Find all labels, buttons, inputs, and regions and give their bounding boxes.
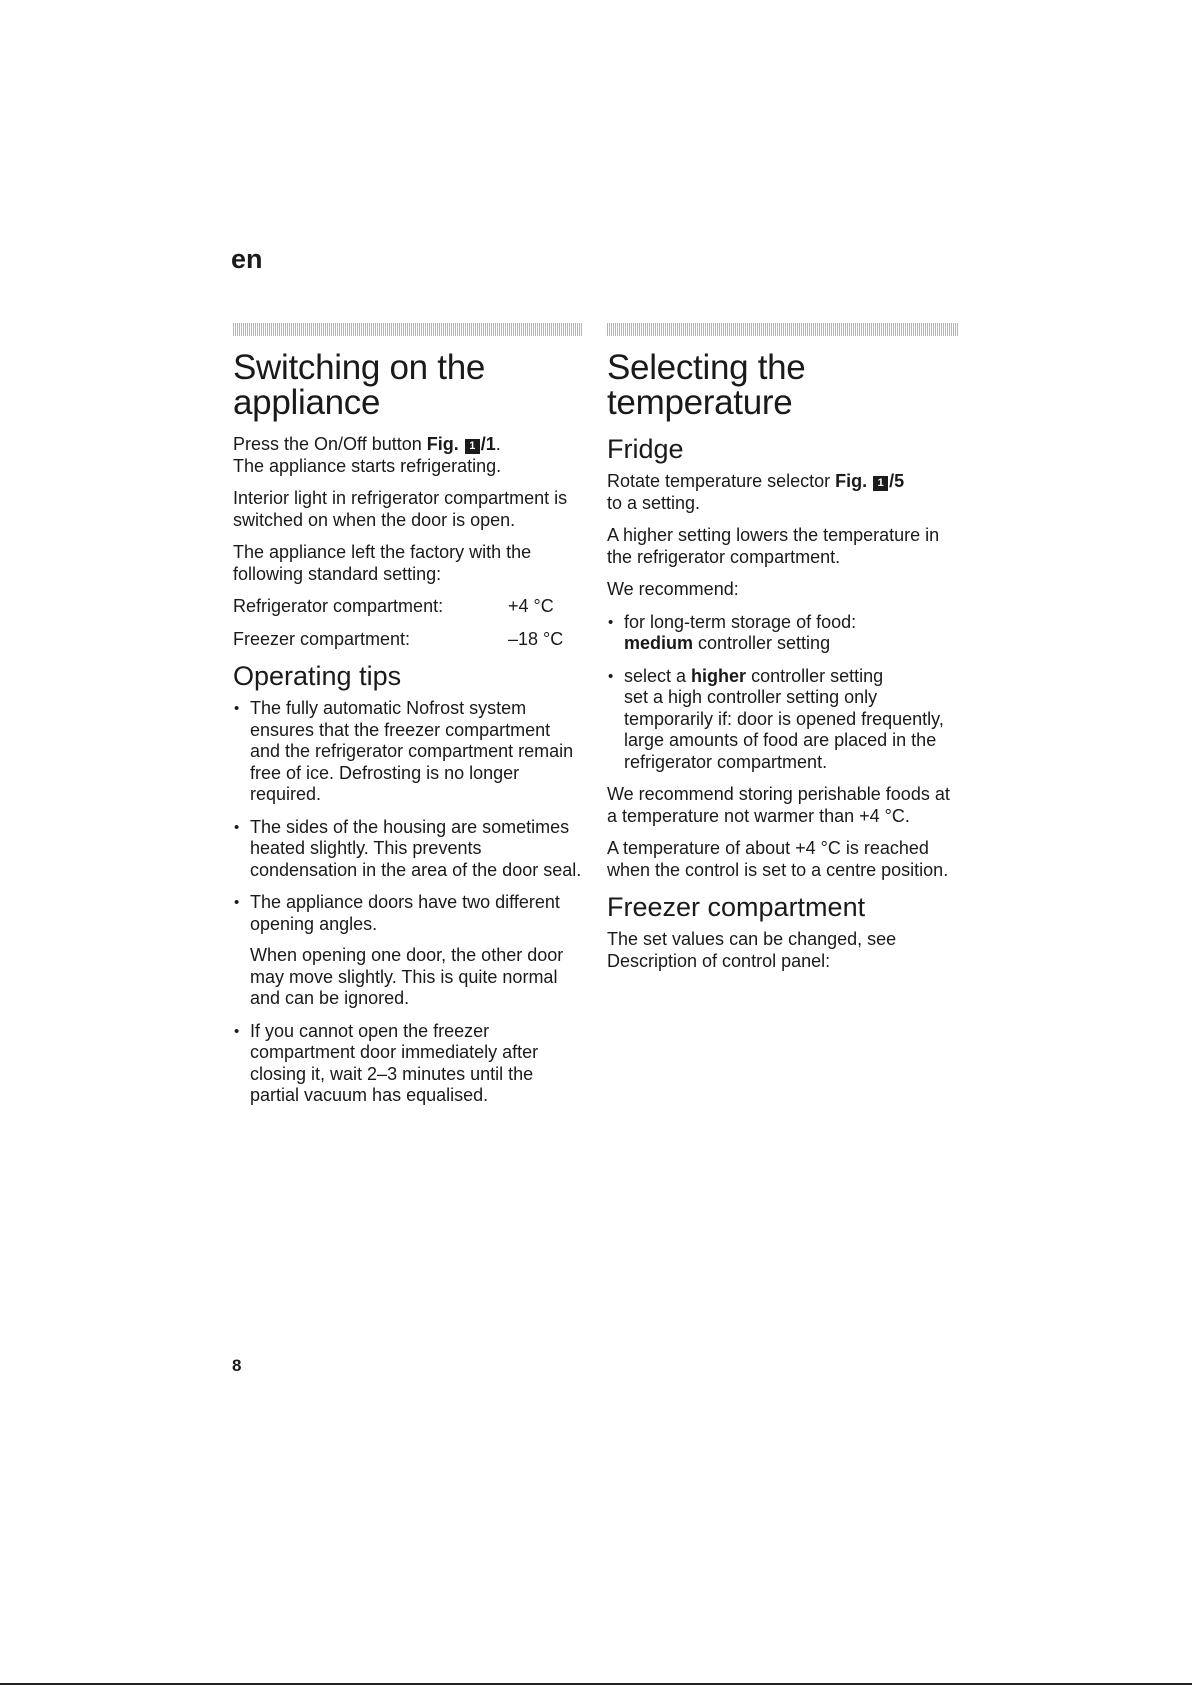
fig-label: Fig. bbox=[835, 471, 873, 491]
text: If you cannot open the freezer compartment door immediately after closing it, wait 2–3 minutes until the partial vacuum has equalised. bbox=[250, 1020, 539, 1105]
section-title-operating-tips: Operating tips bbox=[233, 661, 402, 691]
paragraph-interior-light: Interior light in refrigerator compartment is switched on when the door is open. bbox=[233, 488, 568, 530]
paragraph-rotate-selector bbox=[607, 471, 959, 514]
right-column bbox=[607, 323, 959, 983]
text: Press the On/Off button bbox=[233, 434, 427, 454]
list-item bbox=[607, 612, 959, 655]
left-column bbox=[233, 323, 583, 1118]
paragraph-higher-setting: A higher setting lowers the temperature in the refrigerator compartment. bbox=[607, 525, 940, 567]
paragraph-we-recommend: We recommend: bbox=[607, 579, 739, 599]
setting-label: Refrigerator compartment: bbox=[233, 596, 444, 616]
text: for long-term storage of food: bbox=[624, 611, 857, 632]
text: The sides of the housing are sometimes heated slightly. This prevents condensation in the area of the door seal. bbox=[250, 816, 582, 880]
section-divider bbox=[607, 323, 959, 336]
figure-number-badge: 1 bbox=[873, 476, 888, 491]
setting-row-refrigerator bbox=[233, 596, 583, 618]
text: set a high controller setting only temporarily if: door is opened frequently, large amounts of food are placed in the refrigerator compartment. bbox=[624, 687, 944, 772]
list-item bbox=[233, 698, 583, 806]
setting-row-freezer bbox=[233, 629, 583, 651]
fig-ref: /1 bbox=[480, 434, 496, 454]
paragraph-set-values: The set values can be changed, see Description of control panel: bbox=[607, 929, 897, 971]
language-code: en bbox=[231, 244, 263, 274]
emphasis: higher bbox=[691, 665, 747, 686]
page-number: 8 bbox=[232, 1356, 242, 1375]
setting-value: +4 °C bbox=[508, 596, 554, 616]
text: controller setting bbox=[746, 665, 884, 686]
figure-number-badge: 1 bbox=[465, 439, 480, 454]
list-item bbox=[233, 817, 583, 882]
text: The fully automatic Nofrost system ensures that the freezer compartment and the refrigerator compartment remain free of ice. Defrosting is no longer required. bbox=[250, 698, 574, 804]
setting-value: –18 °C bbox=[508, 628, 564, 649]
fig-label: Fig. bbox=[426, 434, 464, 454]
text: The appliance doors have two different opening angles. bbox=[250, 892, 560, 934]
text: . bbox=[495, 434, 501, 454]
section-title-selecting-temperature: Selecting the temperature bbox=[607, 348, 806, 422]
paragraph-on-off bbox=[233, 434, 583, 477]
text: The appliance starts refrigerating. bbox=[233, 455, 502, 476]
subsection-title-freezer: Freezer compartment bbox=[607, 892, 866, 922]
list-item-note: When opening one door, the other door may move slightly. This is quite normal and can be ignored. bbox=[250, 945, 564, 1008]
emphasis: medium bbox=[624, 633, 694, 653]
list-item bbox=[233, 892, 583, 1010]
paragraph-factory-setting: The appliance left the factory with the following standard setting: bbox=[233, 542, 532, 584]
operating-tips-list bbox=[233, 698, 583, 1107]
list-item bbox=[607, 666, 959, 774]
text: controller setting bbox=[693, 633, 831, 653]
text: to a setting. bbox=[607, 492, 701, 513]
text: select a bbox=[624, 665, 692, 686]
recommendation-list bbox=[607, 612, 959, 774]
setting-label: Freezer compartment: bbox=[233, 628, 411, 649]
section-title-switching-on: Switching on the appliance bbox=[233, 348, 486, 422]
paragraph-perishable-foods: We recommend storing perishable foods at a temperature not warmer than +4 °C. bbox=[607, 784, 950, 826]
subsection-title-fridge: Fridge bbox=[607, 434, 684, 464]
section-divider bbox=[233, 323, 583, 336]
paragraph-centre-position: A temperature of about +4 °C is reached when the control is set to a centre position. bbox=[607, 838, 949, 880]
fig-ref: /5 bbox=[889, 471, 905, 491]
list-item bbox=[233, 1021, 583, 1107]
text: Rotate temperature selector bbox=[607, 471, 836, 491]
